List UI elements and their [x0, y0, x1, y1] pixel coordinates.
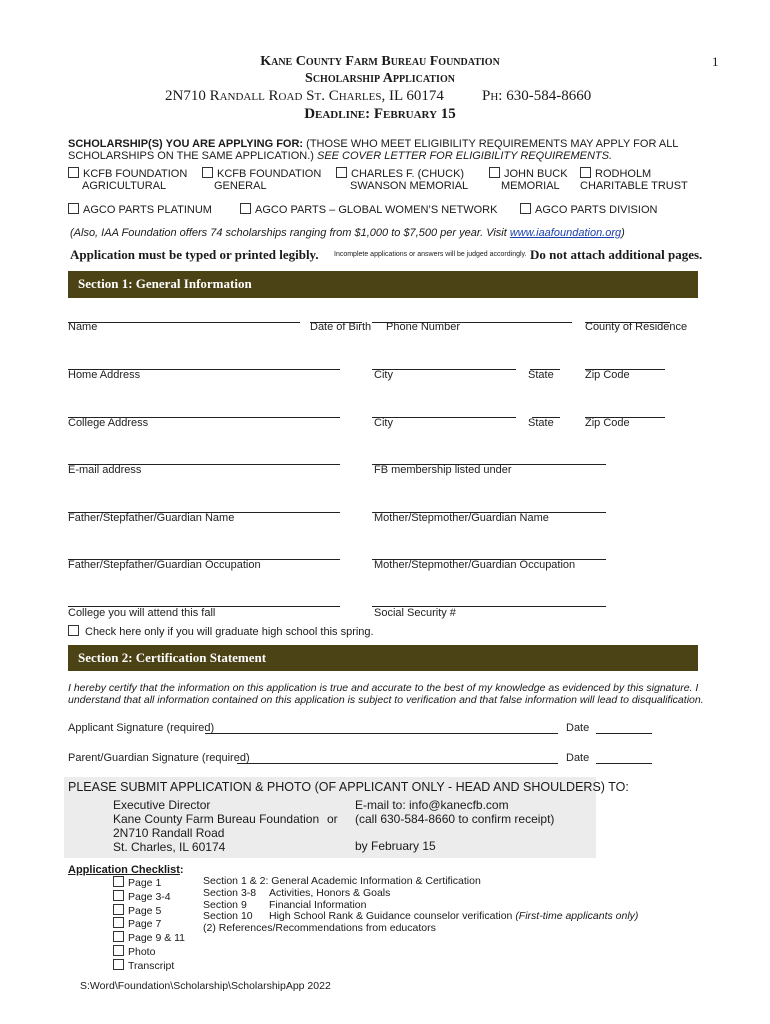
dob-label: Date of Birth — [310, 321, 372, 333]
checkbox[interactable] — [202, 167, 213, 178]
deadline: Deadline: February 15 — [304, 106, 456, 122]
iaa-link[interactable]: www.iaafoundation.org — [509, 227, 622, 239]
home-address-label: Home Address — [68, 369, 141, 381]
checklist-desc: Section 3-8 Activities, Honors & Goals — [203, 886, 391, 899]
checkbox[interactable] — [240, 203, 251, 214]
checkbox[interactable] — [68, 167, 79, 178]
section2-header — [68, 645, 698, 671]
checklist-desc: Section 10 High School Rank & Guidance counselor verification (First-time applicants only) — [203, 910, 639, 923]
section1-title: Section 1: General Information — [78, 276, 252, 291]
state1-label: State — [528, 369, 554, 381]
date2-label: Date — [566, 752, 590, 764]
state2-label: State — [528, 417, 554, 429]
incomplete-notice: Incomplete applications or answers will be judged accordingly. — [334, 251, 527, 258]
scholarship-intro: SCHOLARSHIP(S) YOU ARE APPLYING FOR: (THOSE WHO MEET ELIGIBILITY REQUIREMENTS MAY APPLY FOR ALL SCHOLARSHIPS ON THE SAME APPLICATION.) SEE COVER LETTER FOR ELIGIBILITY REQUIREMENTS. — [68, 138, 679, 162]
checkbox[interactable] — [68, 203, 79, 214]
zip2-label: Zip Code — [585, 417, 630, 429]
checkbox[interactable] — [520, 203, 531, 214]
date1-line[interactable] — [596, 733, 652, 734]
phone-label: Phone Number — [386, 321, 460, 333]
name-line[interactable] — [68, 322, 300, 323]
checklist-item[interactable]: Photo — [113, 945, 185, 959]
checklist-desc: Section 1 & 2: General Academic Information & Certification — [203, 875, 481, 887]
zip1-label: Zip Code — [585, 369, 630, 381]
email-label: E-mail address — [68, 464, 142, 476]
applicant-sig-line[interactable] — [205, 733, 558, 734]
parent-sig-label: Parent/Guardian Signature (required) — [68, 752, 250, 764]
checklist-descriptions — [203, 876, 638, 935]
city1-line[interactable] — [372, 369, 516, 370]
iaa-note: (Also, IAA Foundation offers 74 scholarships ranging from $1,000 to $7,500 per year. Visit www.iaafoundation.org) — [70, 227, 625, 239]
fb-membership-label: FB membership listed under — [374, 464, 512, 476]
mother-occ-label: Mother/Stepmother/Guardian Occupation — [374, 559, 576, 571]
checklist-item[interactable]: Transcript — [113, 959, 185, 973]
certification-statement: I hereby certify that the information on this application is true and accurate to the best of my knowledge as evidenced by this signature. I understand that all information contained on this application is subject to verification and that false information will lead to disqualification. — [68, 682, 704, 706]
college-label: College you will attend this fall — [68, 607, 216, 619]
org-name: Kane County Farm Bureau Foundation — [260, 54, 500, 69]
checklist-item[interactable]: Page 1 — [113, 876, 185, 890]
page-number: 1 — [712, 54, 719, 69]
checkbox[interactable] — [489, 167, 500, 178]
submit-address: Executive Director Kane County Farm Bureau Foundation 2N710 Randall Road St. Charles, IL 60174 — [113, 798, 320, 854]
checkbox[interactable] — [336, 167, 347, 178]
applicant-sig-label: Applicant Signature (required) — [68, 722, 215, 734]
checkbox[interactable] — [68, 625, 79, 636]
date1-label: Date — [566, 722, 590, 734]
city2-label: City — [374, 417, 393, 429]
parent-sig-line[interactable] — [237, 763, 558, 764]
checklist-title: Application Checklist: — [68, 864, 184, 876]
checkbox[interactable] — [113, 917, 124, 928]
father-name-label: Father/Stepfather/Guardian Name — [68, 512, 235, 524]
option-agco-platinum[interactable]: AGCO PARTS PLATINUM — [68, 203, 212, 216]
option-john-buck-memorial[interactable]: JOHN BUCK MEMORIAL — [489, 167, 568, 192]
option-rodholm-trust[interactable]: RODHOLM CHARITABLE TRUST — [580, 168, 688, 192]
submit-email: E-mail to: info@kanecfb.com — [355, 798, 509, 812]
college-address-label: College Address — [68, 417, 149, 429]
checklist-item[interactable]: Page 7 — [113, 917, 185, 931]
option-kcfb-general[interactable]: KCFB FOUNDATION GENERAL — [202, 167, 321, 192]
mother-name-label: Mother/Stepmother/Guardian Name — [374, 512, 549, 524]
checklist-items — [113, 876, 185, 973]
form-title: Scholarship Application — [305, 71, 455, 86]
attach-notice: Do not attach additional pages. — [530, 247, 703, 262]
scholarship-intro-bold: SCHOLARSHIP(S) YOU ARE APPLYING FOR: — [68, 138, 304, 150]
checkbox[interactable] — [580, 167, 591, 178]
option-agco-global-women[interactable]: AGCO PARTS – GLOBAL WOMEN’S NETWORK — [240, 203, 497, 216]
checkbox[interactable] — [113, 904, 124, 915]
hs-graduate-check[interactable]: Check here only if you will graduate high school this spring. — [68, 625, 374, 638]
submit-heading: PLEASE SUBMIT APPLICATION & PHOTO (OF APPLICANT ONLY - HEAD AND SHOULDERS) TO: — [68, 780, 629, 794]
father-occ-label: Father/Stepfather/Guardian Occupation — [68, 559, 261, 571]
checklist-item[interactable]: Page 3-4 — [113, 890, 185, 904]
date2-line[interactable] — [596, 763, 652, 764]
ssn-label: Social Security # — [374, 607, 456, 619]
city1-label: City — [374, 369, 393, 381]
section1-header — [68, 271, 698, 298]
org-phone: Ph: 630-584-8660 — [482, 88, 592, 104]
checkbox[interactable] — [113, 959, 124, 970]
option-swanson-memorial[interactable]: CHARLES F. (CHUCK) SWANSON MEMORIAL — [336, 167, 468, 192]
city2-line[interactable] — [372, 417, 516, 418]
name-label: Name — [68, 321, 98, 333]
checklist-desc: Section 9 Financial Information — [203, 898, 367, 911]
checklist-desc: (2) References/Recommendations from educators — [203, 922, 436, 935]
option-kcfb-agricultural[interactable]: KCFB FOUNDATION AGRICULTURAL — [68, 167, 187, 192]
submit-deadline: by February 15 — [355, 839, 436, 853]
checklist-item[interactable]: Page 5 — [113, 904, 185, 918]
org-address: 2N710 Randall Road St. Charles, IL 60174 — [165, 88, 444, 104]
checkbox[interactable] — [113, 945, 124, 956]
option-agco-division[interactable]: AGCO PARTS DIVISION — [520, 203, 657, 216]
submit-or: or — [327, 812, 338, 826]
submit-call: (call 630-584-8660 to confirm receipt) — [355, 812, 555, 826]
legibility-notice: Application must be typed or printed legibly. — [70, 247, 319, 262]
checkbox[interactable] — [113, 890, 124, 901]
section2-title: Section 2: Certification Statement — [78, 650, 267, 665]
checkbox[interactable] — [113, 931, 124, 942]
county-label: County of Residence — [585, 321, 688, 333]
checkbox[interactable] — [113, 876, 124, 887]
file-path-footer: S:Word\Foundation\Scholarship\ScholarshipApp 2022 — [80, 980, 331, 992]
checklist-item[interactable]: Page 9 & 11 — [113, 931, 185, 945]
